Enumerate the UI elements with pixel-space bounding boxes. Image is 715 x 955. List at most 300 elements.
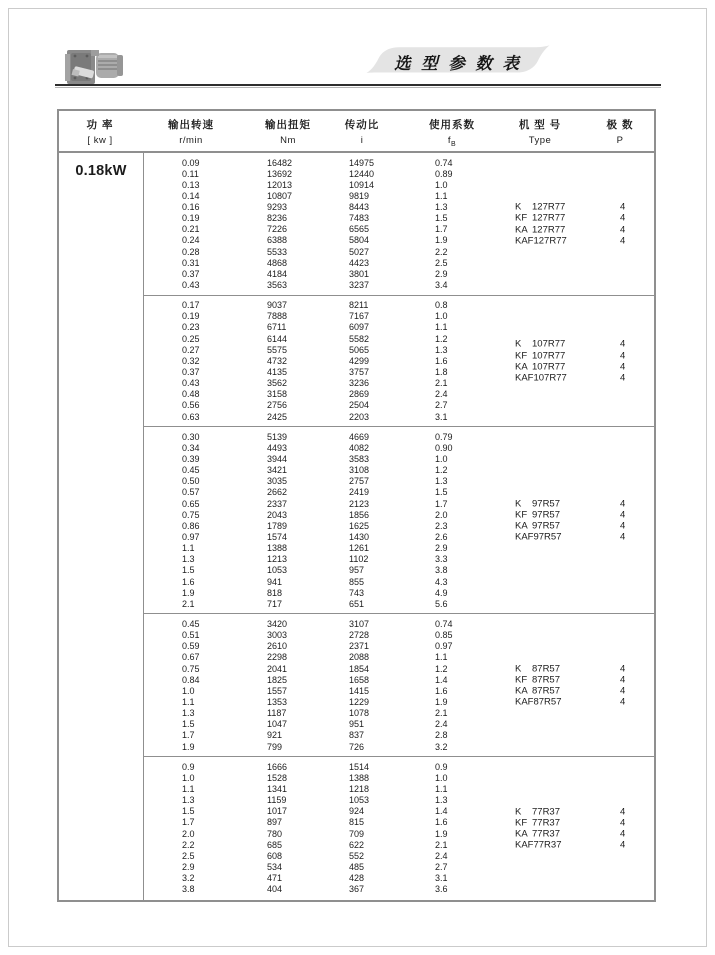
table-row [144,784,654,795]
column-label-zh: 输出转速 [168,119,214,131]
model-prefix: KF [515,509,528,521]
model-prefix: KF [515,213,528,225]
service-factor-cell: 3.2 [435,741,448,752]
service-factor-cell: 0.74 [435,157,453,168]
model-list [515,339,626,384]
table-row [144,641,654,652]
speed-cell: 0.34 [182,442,200,453]
header-rule-light-line [55,87,661,88]
speed-cell: 0.23 [182,322,200,333]
ratio-cell: 1430 [349,532,370,542]
ratio-cell: 855 [349,576,365,587]
torque-cell: 13692 [267,168,293,179]
table-row [144,400,654,411]
speed-cell: 1.7 [182,730,195,741]
ratio-cell: 1415 [349,685,370,696]
torque-cell: 6388 [267,235,288,246]
torque-cell: 2756 [267,400,288,411]
torque-cell: 3944 [267,454,288,465]
torque-cell: 4135 [267,367,288,378]
model-code: 87R57 [532,663,560,675]
speed-cell: 0.56 [182,400,200,411]
ratio-cell: 12440 [349,168,375,179]
torque-cell: 1187 [267,708,287,719]
speed-cell: 0.84 [182,674,200,685]
torque-cell: 2425 [267,411,288,422]
service-factor-cell: 0.79 [435,431,453,442]
pole-count: 4 [620,532,626,543]
ratio-cell: 957 [349,565,365,576]
service-factor-cell: 2.8 [435,730,448,741]
speed-cell: 1.7 [182,817,195,828]
speed-cell: 1.1 [182,783,195,794]
table-row [144,367,654,378]
ratio-cell: 709 [349,828,365,839]
ratio-cell: 3108 [349,465,370,476]
torque-cell: 799 [267,741,283,752]
ratio-cell: 1514 [349,761,370,772]
table-row [144,258,654,269]
model-list [515,498,626,544]
torque-cell: 9293 [267,202,288,213]
speed-cell: 0.25 [182,333,200,344]
model-prefix: KAF [515,839,534,851]
service-factor-cell: 2.9 [435,268,448,279]
ratio-cell: 726 [349,741,365,752]
torque-cell: 2043 [267,509,288,520]
service-factor-cell: 1.3 [435,795,448,806]
data-column [144,153,654,900]
table-row [144,652,654,663]
column-label-zh: 机 型 号 [518,119,562,131]
speed-cell: 0.86 [182,520,200,531]
ratio-cell: 9819 [349,190,370,201]
speed-cell: 3.8 [182,884,195,895]
service-factor-cell: 2.1 [435,378,448,389]
pole-count: 4 [620,806,626,818]
model-list [515,663,626,709]
torque-cell: 7888 [267,311,288,322]
gear-size-block [144,295,654,427]
model-code: 97R57 [532,498,560,510]
service-factor-cell: 4.9 [435,587,448,598]
pole-count: 4 [620,202,626,214]
torque-cell: 2041 [267,663,288,674]
model-code: 87R57 [532,685,560,697]
pole-count: 4 [620,685,626,697]
model-prefix: KA [515,520,528,532]
table-row [144,619,654,630]
column-header [168,111,214,146]
service-factor-cell: 3.6 [435,884,448,895]
service-factor-cell: 2.2 [435,246,448,257]
torque-cell: 5139 [267,431,288,442]
model-prefix: KAF [515,235,534,247]
table-row [144,873,654,884]
torque-cell: 5575 [267,344,288,355]
speed-cell: 0.43 [182,378,200,389]
speed-cell: 0.65 [182,498,200,509]
table-row [144,817,654,828]
ratio-cell: 5582 [349,333,370,344]
column-label-zh: 输出扭矩 [265,119,311,131]
service-factor-cell: 1.6 [435,355,448,366]
ratio-cell: 10914 [349,179,375,190]
ratio-cell: 5804 [349,235,370,246]
service-factor-cell: 1.1 [435,652,448,663]
table-row [144,588,654,599]
table-row [144,356,654,367]
column-label-zh: 传动比 [344,119,380,131]
pole-count: 4 [620,520,626,532]
table-row [144,269,654,280]
speed-cell: 2.9 [182,861,195,872]
speed-cell: 0.48 [182,389,200,400]
ratio-cell: 5027 [349,246,370,257]
table-row [144,180,654,191]
service-factor-cell: 2.7 [435,400,448,411]
pole-count: 4 [620,509,626,521]
table-row [144,280,654,291]
gear-size-block [144,756,654,899]
model-row [515,509,626,521]
model-row [515,361,626,373]
torque-cell: 16482 [267,157,293,168]
table-row [144,311,654,322]
service-factor-cell: 2.0 [435,509,448,520]
service-factor-cell: 1.1 [435,190,448,201]
ratio-cell: 5065 [349,344,370,355]
speed-cell: 1.1 [182,696,195,707]
ratio-cell: 1856 [349,509,370,520]
service-factor-cell: 3.1 [435,873,448,884]
torque-cell: 1341 [267,783,288,794]
ratio-cell: 2088 [349,652,370,663]
torque-cell: 921 [267,730,283,741]
column-header [345,111,380,146]
service-factor-cell: 1.4 [435,806,448,817]
ratio-cell: 837 [349,730,365,741]
ratio-cell: 2504 [349,400,370,411]
model-row [515,235,626,247]
model-code: 97R57 [532,520,560,532]
pole-count: 4 [620,372,626,384]
table-row [144,577,654,588]
service-factor-cell: 2.5 [435,257,448,268]
pole-count: 4 [620,350,626,362]
ratio-cell: 14975 [349,157,375,168]
model-code: 107R77 [532,350,566,362]
torque-cell: 3003 [267,630,288,641]
torque-cell: 8236 [267,213,288,224]
speed-cell: 0.31 [182,257,200,268]
torque-cell: 3035 [267,476,288,487]
service-factor-cell: 2.3 [435,520,448,531]
speed-cell: 1.6 [182,576,195,587]
speed-cell: 0.51 [182,630,200,641]
model-list [515,202,626,247]
torque-cell: 3158 [267,389,288,400]
service-factor-cell: 1.2 [435,663,448,674]
model-row [515,806,626,818]
speed-cell: 1.3 [182,554,195,565]
speed-cell: 1.9 [182,587,195,598]
service-factor-cell: 1.6 [435,685,448,696]
speed-cell: 1.0 [182,772,195,783]
column-label-zh: 功 率 [86,119,114,131]
service-factor-cell: 2.4 [435,850,448,861]
model-row [515,372,626,384]
speed-cell: 1.0 [182,685,195,696]
speed-cell: 0.43 [182,280,200,291]
model-code: 127R77 [533,235,567,247]
service-factor-cell: 3.4 [435,280,448,291]
table-row [144,202,654,213]
service-factor-cell: 1.0 [435,772,448,783]
speed-cell: 1.5 [182,565,195,576]
model-prefix: KF [515,817,528,829]
speed-cell: 0.45 [182,618,200,629]
table-row [144,300,654,311]
selection-parameter-table [57,109,656,902]
service-factor-cell: 0.8 [435,300,448,311]
service-factor-cell: 0.9 [435,761,448,772]
model-row [515,696,626,708]
pole-count: 4 [620,235,626,247]
service-factor-cell: 1.3 [435,344,448,355]
ratio-cell: 1261 [349,543,370,554]
torque-cell: 818 [267,587,283,598]
ratio-cell: 2757 [349,476,370,487]
ratio-cell: 552 [349,850,365,861]
table-header [59,111,654,153]
ratio-cell: 4082 [349,442,370,453]
model-code: 127R77 [532,202,566,214]
table-row [144,708,654,719]
table-row [144,730,654,741]
model-prefix: KAF [515,372,534,384]
column-header [429,111,475,148]
table-row [144,664,654,675]
speed-cell: 0.19 [182,213,200,224]
table-row [144,454,654,465]
speed-cell: 0.27 [182,344,200,355]
model-prefix: KA [515,224,528,236]
table-body [59,153,654,900]
gear-size-block [144,613,654,756]
column-label-zh: 使用系数 [429,119,475,131]
column-unit: Type [528,135,552,146]
service-factor-cell: 1.2 [435,465,448,476]
ratio-cell: 3583 [349,454,370,465]
ratio-cell: 8443 [349,202,370,213]
torque-cell: 1528 [267,772,288,783]
column-unit: Nm [280,135,296,146]
model-code: 97R57 [532,509,560,521]
model-row [515,685,626,697]
table-row [144,806,654,817]
torque-cell: 4868 [267,257,288,268]
torque-cell: 780 [267,828,283,839]
model-prefix: K [515,806,522,818]
table-row [144,742,654,753]
model-code: 77R37 [532,828,560,840]
table-row [144,499,654,510]
model-code: 77R37 [532,806,560,818]
model-row [515,498,626,510]
torque-cell: 3563 [267,280,288,291]
model-prefix: KA [515,685,528,697]
ratio-cell: 4423 [349,257,370,268]
speed-cell: 0.11 [182,168,199,179]
torque-cell: 1353 [267,696,288,707]
ratio-cell: 1218 [349,783,370,794]
table-row [144,389,654,400]
torque-cell: 3420 [267,618,288,629]
ratio-cell: 2371 [349,641,370,652]
service-factor-cell: 1.5 [435,213,448,224]
speed-cell: 0.17 [182,300,200,311]
model-code: 87R57 [532,674,560,686]
ratio-cell: 6097 [349,322,370,333]
ratio-cell: 815 [349,817,365,828]
column-header [87,111,114,146]
torque-cell: 6711 [267,322,287,333]
ratio-cell: 428 [349,873,365,884]
model-row [515,532,626,543]
service-factor-cell: 1.1 [435,322,448,333]
service-factor-cell: 2.7 [435,861,448,872]
model-code: 107R77 [532,361,566,373]
title-banner [366,45,550,74]
table-row [144,675,654,686]
table-row [144,432,654,443]
table-row [144,224,654,235]
service-factor-cell: 1.8 [435,367,448,378]
ratio-cell: 8211 [349,300,369,311]
torque-cell: 1213 [267,554,288,565]
ratio-cell: 367 [349,884,365,895]
torque-cell: 1574 [267,532,288,542]
column-unit: $f_B$ [447,135,457,148]
column-unit: r/min [179,135,203,146]
model-prefix: KA [515,828,528,840]
ratio-cell: 4299 [349,355,370,366]
ratio-cell: 2419 [349,487,370,498]
ratio-cell: 7167 [349,311,370,322]
table-row [144,510,654,521]
model-row [515,674,626,686]
power-rating-label: 0.18kW [75,163,127,179]
column-label-zh: 极 数 [606,119,634,131]
table-row [144,719,654,730]
table-row [144,762,654,773]
model-row [515,839,626,851]
ratio-cell: 7483 [349,213,370,224]
ratio-cell: 3757 [349,367,370,378]
model-prefix: KF [515,350,528,362]
model-prefix: K [515,498,522,510]
model-code: 107R77 [533,372,567,384]
table-row [144,840,654,851]
torque-cell: 1053 [267,565,288,576]
gear-size-block [144,426,654,613]
torque-cell: 1789 [267,520,288,531]
table-row [144,599,654,610]
header-rule [55,84,661,88]
speed-cell: 1.9 [182,741,195,752]
table-row [144,630,654,641]
torque-cell: 941 [267,576,283,587]
pole-count: 4 [620,224,626,236]
table-row [144,334,654,345]
table-row [144,532,654,543]
torque-cell: 2298 [267,652,288,663]
model-code: 127R77 [532,224,566,236]
torque-cell: 897 [267,817,283,828]
table-row [144,443,654,454]
model-row [515,663,626,675]
torque-cell: 1825 [267,674,288,685]
torque-cell: 1017 [267,806,288,817]
torque-cell: 6144 [267,333,288,344]
torque-cell: 2662 [267,487,288,498]
torque-cell: 1159 [267,795,287,806]
service-factor-cell: 0.97 [435,641,453,652]
service-factor-cell: 1.3 [435,476,448,487]
torque-cell: 1557 [267,685,288,696]
ratio-cell: 1053 [349,795,370,806]
table-row [144,191,654,202]
column-header [607,111,634,146]
model-prefix: KAF [515,532,534,543]
speed-cell: 0.32 [182,355,200,366]
ratio-cell: 3236 [349,378,370,389]
service-factor-cell: 2.4 [435,719,448,730]
service-factor-cell: 2.6 [435,532,448,542]
column-unit: [ kw ] [87,135,113,146]
header-rule-dark-line [55,84,661,86]
service-factor-cell: 3.3 [435,554,448,565]
pole-count: 4 [620,696,626,708]
table-row [144,521,654,532]
model-row [515,520,626,532]
ratio-cell: 1229 [349,696,370,707]
service-factor-cell: 1.2 [435,333,448,344]
service-factor-cell: 0.89 [435,168,453,179]
torque-cell: 404 [267,884,283,895]
torque-cell: 12013 [267,179,293,190]
speed-cell: 1.5 [182,719,195,730]
table-row [144,235,654,246]
pole-count: 4 [620,674,626,686]
ratio-cell: 3237 [349,280,370,291]
service-factor-cell: 1.7 [435,498,448,509]
pole-count: 4 [620,498,626,510]
service-factor-cell: 1.0 [435,454,448,465]
table-row [144,378,654,389]
speed-cell: 1.1 [182,543,195,554]
column-header [519,111,561,146]
speed-cell: 2.1 [182,598,195,609]
speed-cell: 0.13 [182,179,200,190]
model-prefix: KA [515,361,528,373]
gear-size-block [144,153,654,295]
table-row [144,884,654,895]
table-row [144,322,654,333]
ratio-cell: 3107 [349,618,370,629]
table-row [144,158,654,169]
